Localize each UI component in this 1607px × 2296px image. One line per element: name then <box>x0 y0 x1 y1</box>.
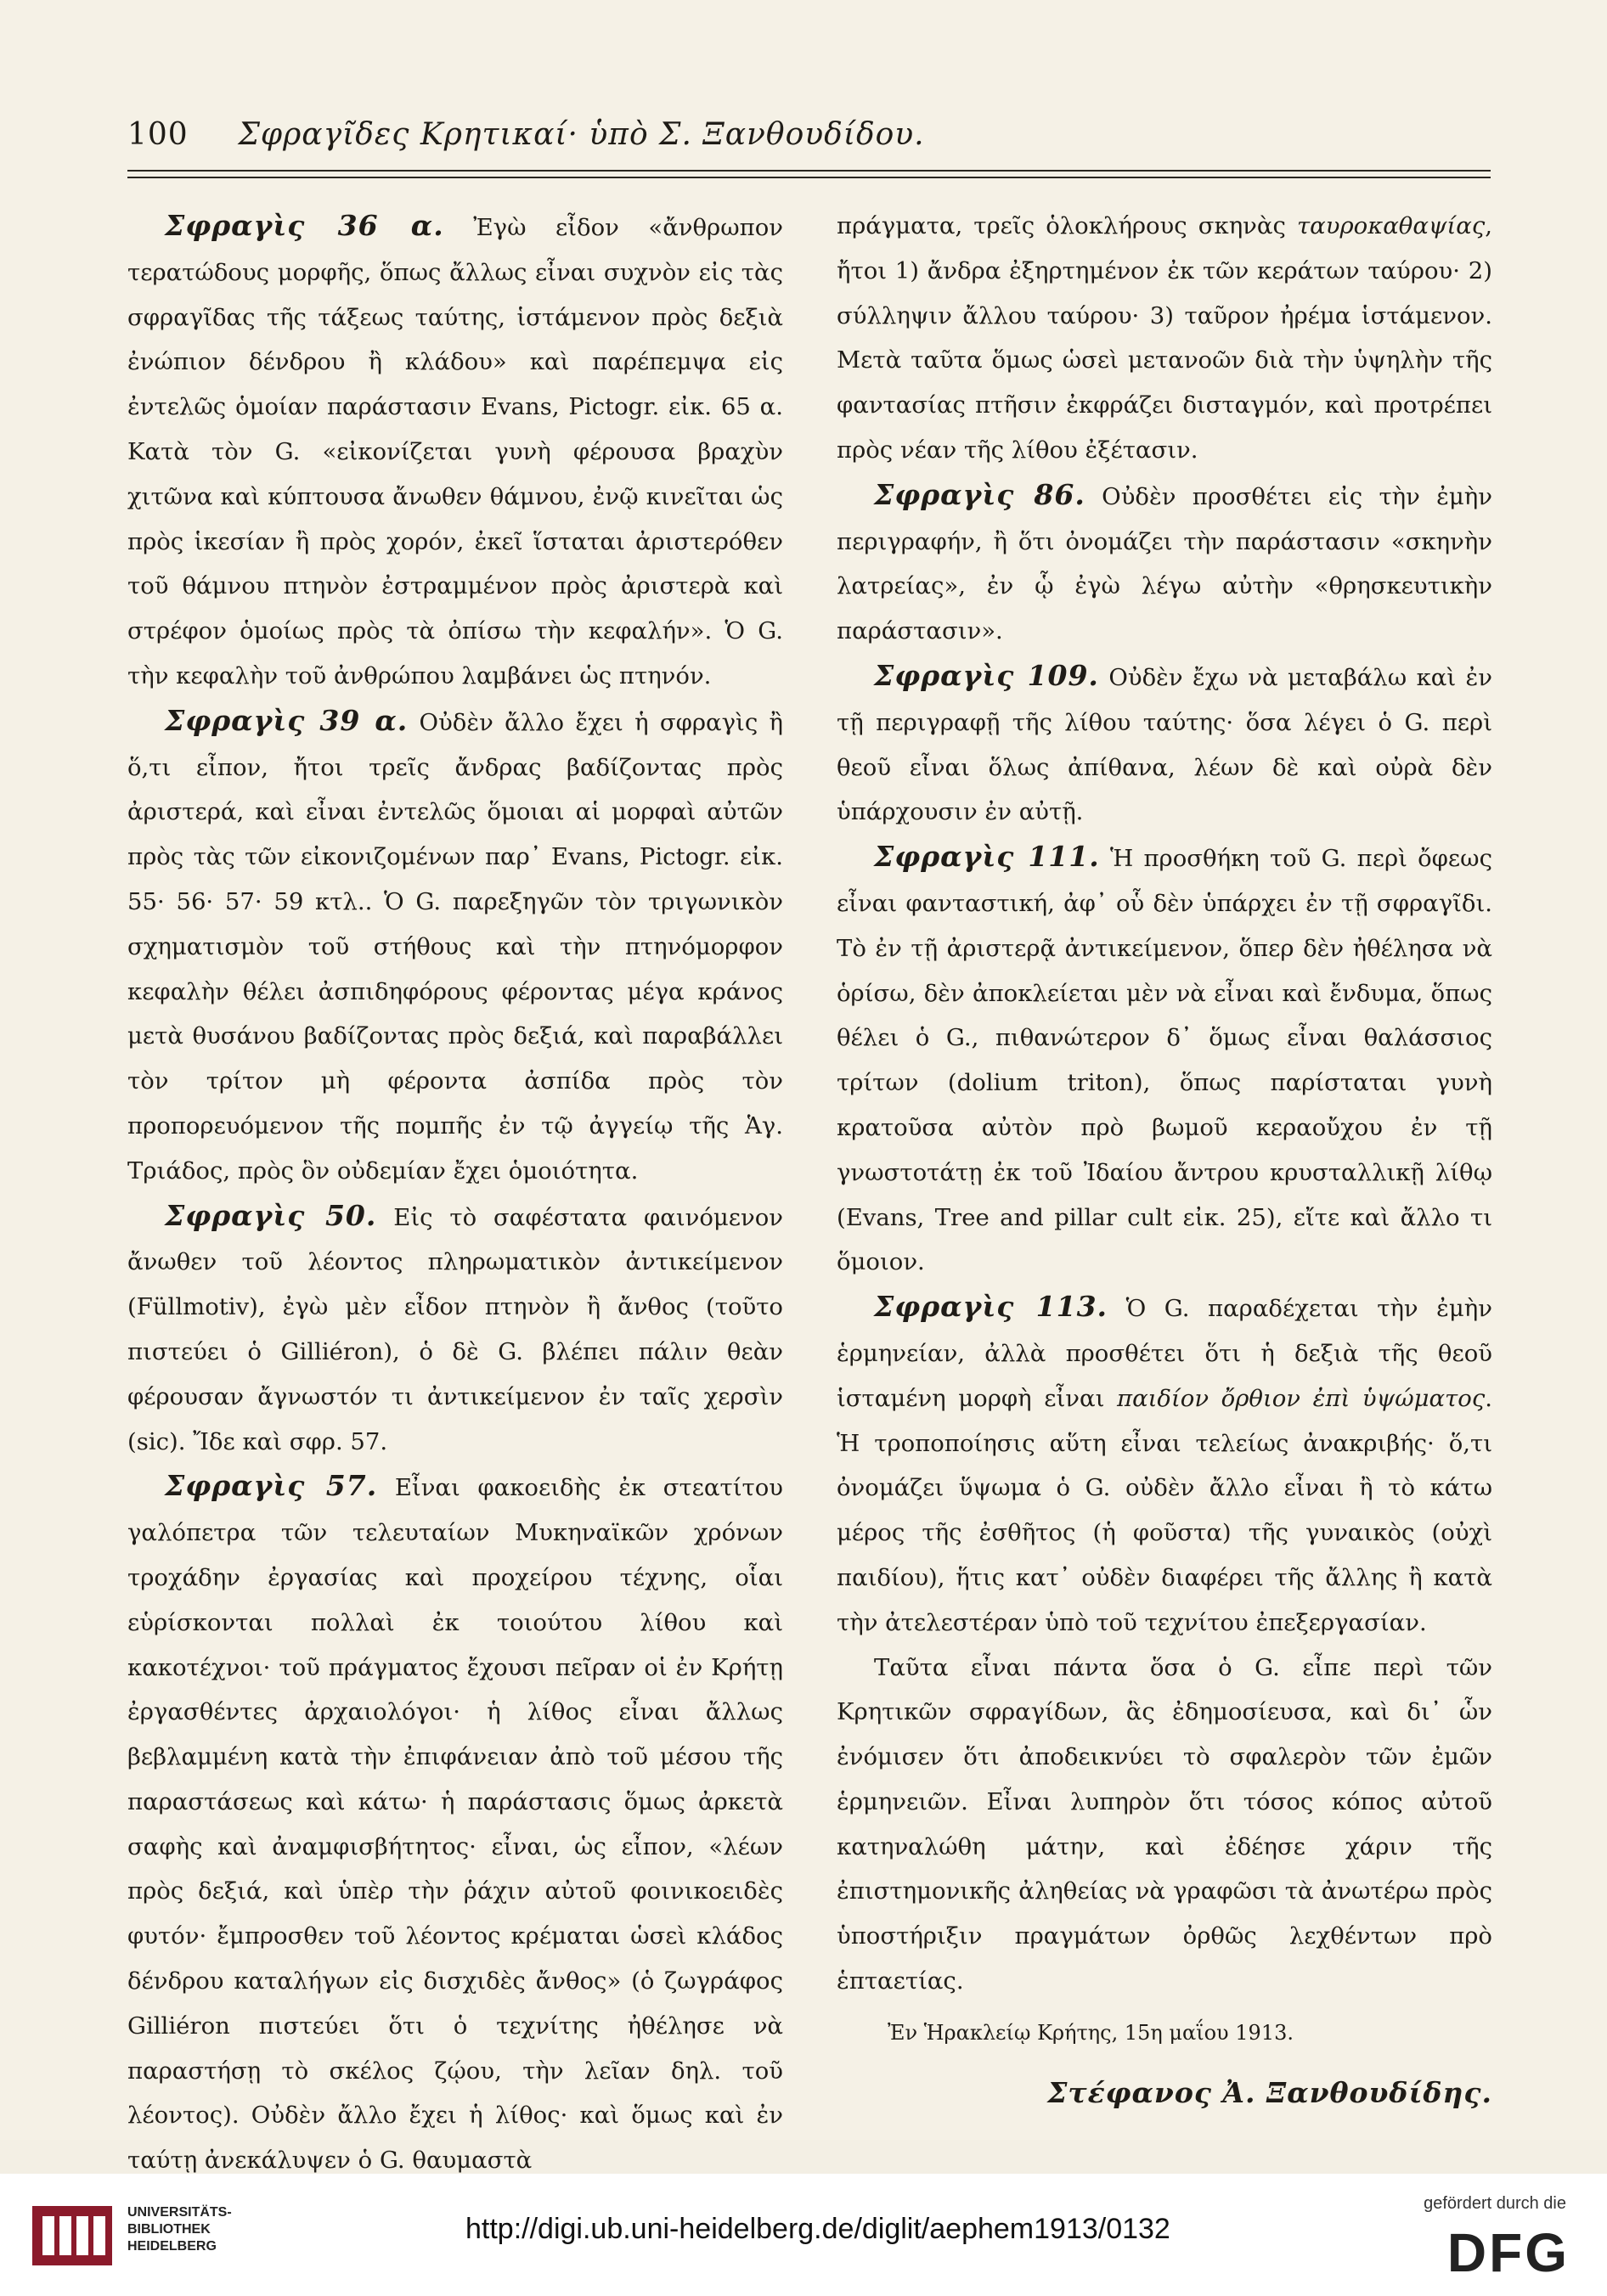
page-number: 100 <box>127 117 189 152</box>
dfg-logo: DFG <box>1446 2222 1570 2283</box>
header-rule-bottom <box>127 177 1491 178</box>
paragraph-seal-111 <box>837 835 1492 1285</box>
italic-term: ταυροκαθαψίας <box>1296 212 1486 239</box>
dateline: Ἐν Ἡρακλείῳ Κρήτης, 15η μαΐου 1913. <box>888 2020 1294 2045</box>
seal-heading: Σφραγὶς 50. <box>165 1198 377 1232</box>
paragraph-text: Εἰς τὸ σαφέστατα φαινόμενον ἄνωθεν τοῦ λέοντος πληρωματικὸν ἀντικείμενον (Füllmotiv), ἐγὼ μὲν εἶδον πτηνὸν ἢ ἄνθος (τοῦτο πιστεύει ὁ Gilliéron), ὁ δὲ G. βλέπει πάλιν θεὰν φέρουσαν ἄγνωστόν τι ἀντικείμενον ἐν ταῖς χερσὶν (sic). Ἴδε καὶ σφρ. 57. <box>127 1203 783 1455</box>
university-library-logo-icon <box>25 2198 119 2274</box>
paragraph-text: Ὁ G. παραδέχεται τὴν ἐμὴν ἑρμηνείαν, ἀλλὰ προσθέτει ὅτι ἡ δεξιὰ τῆς θεοῦ ἱσταμένη μορφὴ εἶναι <box>837 1295 1492 1412</box>
paragraph-seal-39a <box>127 699 783 1194</box>
library-name-line: UNIVERSITÄTS- <box>127 2205 232 2220</box>
paragraph-continuation <box>837 204 1492 473</box>
left-column <box>127 204 783 2183</box>
italic-term: παιδίον ὄρθιον ἐπὶ ὑψώματος <box>1117 1384 1486 1412</box>
paragraph-seal-57 <box>127 1464 783 2183</box>
paragraph-seal-113 <box>837 1285 1492 1645</box>
paragraph-conclusion <box>837 1646 1492 2004</box>
paragraph-text: , ἤτοι 1) ἄνδρα ἐξηρτημένον ἐκ τῶν κεράτων ταύρου· 2) σύλληψιν ἄλλου ταύρου· 3) ταῦρον ἠρέμα ἱστάμενον. Μετὰ ταῦτα ὅμως ὡσεὶ μετανοῶν διὰ τὴν ὑψηλὴν τῆς φαντασίας πτῆσιν ἐκφράζει δισταγμόν, καὶ προτρέπει πρὸς νέαν τῆς λίθου ἐξέτασιν. <box>837 212 1492 464</box>
seal-heading: Σφραγὶς 86. <box>874 477 1085 511</box>
funding-caption: gefördert durch die <box>1424 2194 1566 2213</box>
viewer-footer <box>0 2174 1607 2296</box>
paragraph-text: . Ἡ τροποποίησις αὕτη εἶναι τελείως ἀνακριβής· ὅ,τι ὀνομάζει ὕψωμα ὁ G. οὐδὲν ἄλλο εἶναι ἢ τὸ κάτω μέρος τῆς ἐσθῆτος (ἡ φοῦστα) τῆς γυναικὸς (οὐχὶ παιδίου), ἥτις κατ᾽ οὐδὲν διαφέρει τῆς ἄλλης ἢ κατὰ τὴν ἀτελεστέραν ὑπὸ τοῦ τεχνίτου ἐπεξεργασίαν. <box>837 1384 1492 1636</box>
paragraph-text: Ταῦτα εἶναι πάντα ὅσα ὁ G. εἶπε περὶ τῶν Κρητικῶν σφραγίδων, ἃς ἐδημοσίευσα, καὶ δι᾽ ὧν ἐνόμισεν ὅτι ἀποδεικνύει τὸ σφαλερὸν τῶν ἐμῶν ἑρμηνειῶν. Εἶναι λυπηρὸν ὅτι τόσος κόπος αὐτοῦ κατηναλώθη μάτην, καὶ ἐδέησε χάριν τῆς ἐπιστημονικῆς ἀληθείας νὰ γραφῶσι τὰ ἀνωτέρω πρὸς ὑποστήριξιν πραγμάτων ὀρθῶς λεχθέντων πρὸ ἑπταετίας. <box>837 1653 1492 1995</box>
header-rule-top <box>127 170 1491 172</box>
running-head <box>127 117 1503 152</box>
paragraph-seal-50 <box>127 1194 783 1465</box>
paragraph-text: Εἶναι φακοειδὴς ἐκ στεατίτου γαλόπετρα τῶν τελευταίων Μυκηναϊκῶν χρόνων τροχάδην ἐργασίας καὶ προχείρου τέχνης, οἷαι εὑρίσκονται πολλαὶ ἐκ τοιούτου λίθου καὶ κακοτέχνοι· τοῦ πράγματος ἔχουσι πεῖραν οἱ ἐν Κρήτῃ ἐργασθέντες ἀρχαιολόγοι· ἡ λίθος εἶναι ἄλλως βεβλαμμένη κατὰ τὴν ἐπιφάνειαν ἀπὸ τοῦ μέσου τῆς παραστάσεως καὶ κάτω· ἡ παράστασις ὅμως ἀρκετὰ σαφὴς καὶ ἀναμφισβήτητος· εἶναι, ὡς εἶπον, «λέων πρὸς δεξιά, καὶ ὑπὲρ τὴν ῥάχιν αὐτοῦ φοινικοειδὲς φυτόν· ἔμπροσθεν τοῦ λέοντος κρέμαται ὡσεὶ κλάδος δένδρου καταλήγων εἰς δισχιδὲς ἄνθος» (ὁ ζωγράφος Gilliéron πιστεύει ὅτι ὁ τεχνίτης ἠθέλησε νὰ παραστήσῃ τὸ σκέλος ζῴου, τὴν λεῖαν δηλ. τοῦ λέοντος). Οὐδὲν ἄλλο ἔχει ἡ λίθος· καὶ ὅμως καὶ ἐν ταύτῃ ἀνεκάλυψεν ὁ G. θαυμαστὰ <box>127 1474 783 2175</box>
paragraph-text: Οὐδὲν ἔχω νὰ μεταβάλω καὶ ἐν τῇ περιγραφῇ τῆς λίθου ταύτης· ὅσα λέγει ὁ G. περὶ θεοῦ εἶναι ὅλως ἀπίθανα, λέων δὲ καὶ οὐρὰ δὲν ὑπάρχουσιν ἐν αὐτῇ. <box>837 663 1492 826</box>
paragraph-seal-36a <box>127 204 783 699</box>
author-signature: Στέφανος Ἀ. Ξανθουδίδης. <box>1047 2075 1492 2109</box>
library-name-line: BIBLIOTHEK <box>127 2222 211 2237</box>
paragraph-text: πράγματα, τρεῖς ὁλοκλήρους σκηνὰς <box>837 212 1286 239</box>
seal-heading: Σφραγὶς 111. <box>874 840 1100 874</box>
paragraph-text: Οὐδὲν προσθέτει εἰς τὴν ἐμὴν περιγραφήν, ἢ ὅτι ὀνομάζει τὴν παράστασιν «σκηνὴν λατρείας», ἐν ᾧ ἐγὼ λέγω αὐτὴν «θρησκευτικὴν παράστασιν». <box>837 482 1492 645</box>
seal-heading: Σφραγὶς 39 α. <box>165 703 409 737</box>
paragraph-seal-86 <box>837 473 1492 654</box>
seal-heading: Σφραγὶς 113. <box>874 1290 1108 1324</box>
paragraph-seal-109 <box>837 654 1492 835</box>
permalink-url[interactable]: http://digi.ub.uni-heidelberg.de/diglit/aephem1913/0132 <box>465 2213 1170 2245</box>
library-name-line: HEIDELBERG <box>127 2239 217 2254</box>
right-column <box>837 204 1492 2115</box>
library-name <box>127 2204 232 2255</box>
seal-heading: Σφραγὶς 36 α. <box>165 209 444 242</box>
paragraph-text: Ἐγὼ εἶδον «ἄνθρωπον τερατώδους μορφῆς, ὅπως ἄλλως εἶναι συχνὸν εἰς τὰς σφραγῖδας τῆς τάξεως ταύτης, ἱστάμενον πρὸς δεξιὰ ἐνώπιον δένδρου ἢ κλάδου» καὶ παρέπεμψα εἰς ἐντελῶς ὁμοίαν παράστασιν Evans, Pictogr. εἰκ. 65 α. Κατὰ τὸν G. «εἰκονίζεται γυνὴ φέρουσα βραχὺν χιτῶνα καὶ κύπτουσα ἄνωθεν θάμνου, ἐνῷ κινεῖται ὡς πρὸς ἱκεσίαν ἢ πρὸς χορόν, ἐκεῖ ἵσταται ἀριστερόθεν τοῦ θάμνου πτηνὸν ἐστραμμένον πρὸς ἀριστερὰ καὶ στρέφον ὁμοίως πρὸς τὰ ὀπίσω τὴν κεφαλήν». Ὁ G. τὴν κεφαλὴν τοῦ ἀνθρώπου λαμβάνει ὡς πτηνόν. <box>127 214 783 689</box>
running-title: Σφραγῖδες Κρητικαί· ὑπὸ Σ. Ξανθουδίδου. <box>238 117 925 152</box>
paragraph-text: Οὐδὲν ἄλλο ἔχει ἡ σφραγὶς ἢ ὅ,τι εἶπον, ἤτοι τρεῖς ἄνδρας βαδίζοντας πρὸς ἀριστερά, καὶ εἶναι ἐντελῶς ὅμοιαι αἱ μορφαὶ αὐτῶν πρὸς τὰς τῶν εἰκονιζομένων παρ᾽ Evans, Pictogr. εἰκ. 55· 56· 57· 59 κτλ.. Ὁ G. παρεξηγῶν τὸν τριγωνικὸν σχηματισμὸν τοῦ στήθους καὶ τὴν πτηνόμορφον κεφαλὴν θέλει ἀσπιδηφόρους φέροντας μέγα κράνος μετὰ θυσάνου βαδίζοντας πρὸς δεξιά, καὶ παραβάλλει τὸν τρίτον μὴ φέροντα ἀσπίδα πρὸς τὸν προπορευόμενον τῆς πομπῆς ἐν τῷ ἀγγείῳ τῆς Ἁγ. Τριάδος, πρὸς ὃν οὐδεμίαν ἔχει ὁμοιότητα. <box>127 708 783 1185</box>
seal-heading: Σφραγὶς 109. <box>874 658 1099 692</box>
seal-heading: Σφραγὶς 57. <box>165 1469 378 1503</box>
paragraph-text: Ἡ προσθήκη τοῦ G. περὶ ὄφεως εἶναι φανταστική, ἀφ᾽ οὗ δὲν ὑπάρχει ἐν τῇ σφραγῖδι. Τὸ ἐν τῇ ἀριστερᾷ ἀντικείμενον, ὅπερ δὲν ἠθέλησα νὰ ὁρίσω, δὲν ἀποκλείεται μὲν νὰ εἶναι καὶ ἔνδυμα, ὅπως θέλει ὁ G., πιθανώτερον δ᾽ ὅμως εἶναι θαλάσσιος τρίτων (dolium triton), ὅπως παρίσταται γυνὴ κρατοῦσα αὐτὸν πρὸ βωμοῦ κεραοὔχου ἐν τῇ γνωστοτάτῃ ἐκ τοῦ Ἰδαίου ἄντρου κρυσταλλικῇ λίθῳ (Evans, Tree and pillar cult εἰκ. 25), εἴτε καὶ ἄλλο τι ὅμοιον. <box>837 845 1492 1276</box>
